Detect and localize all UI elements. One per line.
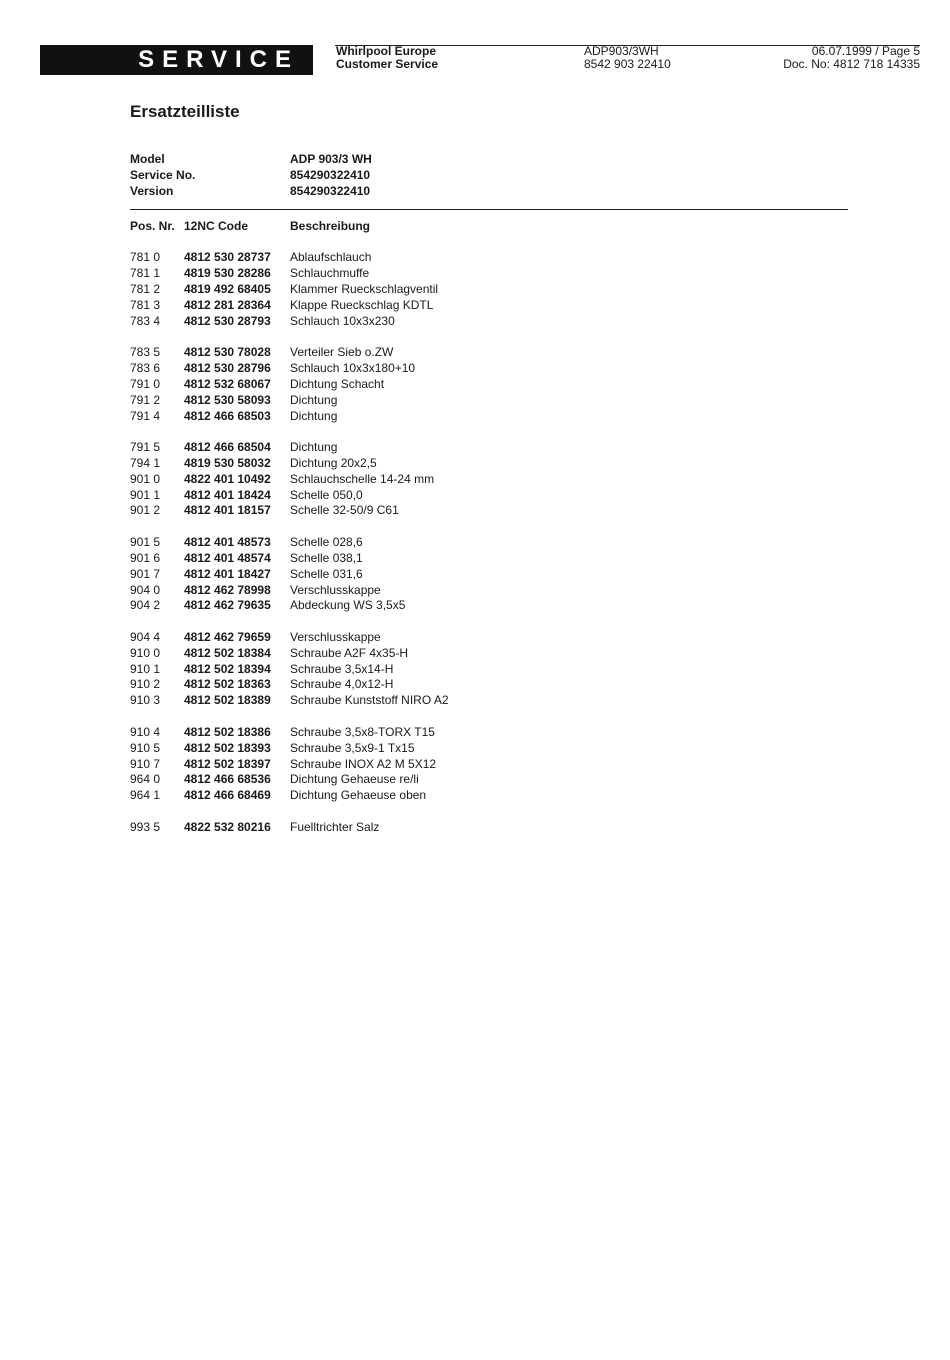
table-row (130, 393, 449, 409)
table-row (130, 551, 449, 567)
table-row (130, 757, 449, 773)
part-description: Verteiler Sieb o.ZW (290, 344, 394, 359)
part-description: Schraube A2F 4x35-H (290, 645, 409, 660)
part-pos: 964 0 (130, 772, 161, 787)
header-model: ADP903/3WH (584, 44, 659, 58)
page-title: Ersatzteilliste (130, 102, 240, 121)
table-header (130, 218, 370, 234)
table-row (130, 646, 449, 662)
part-description: Klappe Rueckschlag KDTL (290, 297, 434, 312)
part-pos: 910 3 (130, 693, 161, 708)
part-pos: 781 2 (130, 281, 161, 296)
table-row (130, 456, 449, 472)
part-description: Fuelltrichter Salz (290, 819, 380, 834)
table-row (130, 345, 449, 361)
part-description: Schraube Kunststoff NIRO A2 (290, 693, 449, 708)
part-pos: 910 0 (130, 645, 161, 660)
part-description: Dichtung (290, 439, 338, 454)
part-description: Schelle 32-50/9 C61 (290, 503, 399, 518)
part-description: Schelle 050,0 (290, 487, 363, 502)
table-row (130, 377, 449, 393)
version-label: Version (130, 184, 174, 198)
part-description: Schraube 3,5x8-TORX T15 (290, 724, 435, 739)
part-pos: 910 7 (130, 756, 161, 771)
part-description: Schlauchmuffe (290, 265, 370, 280)
part-nc-code: 4819 530 28286 (184, 265, 271, 280)
table-row (130, 266, 449, 282)
part-nc-code: 4812 502 18394 (184, 661, 271, 676)
part-pos: 791 0 (130, 376, 161, 391)
part-nc-code: 4812 502 18363 (184, 677, 271, 692)
table-row (130, 725, 449, 741)
part-pos: 910 1 (130, 661, 161, 676)
part-nc-code: 4812 462 78998 (184, 582, 271, 597)
part-description: Verschlusskappe (290, 582, 381, 597)
part-description: Schraube 3,5x9-1 Tx15 (290, 740, 415, 755)
company-department: Customer Service (336, 57, 439, 71)
part-description: Schlauch 10x3x180+10 (290, 360, 416, 375)
part-nc-code: 4812 462 79659 (184, 629, 271, 644)
table-row (130, 250, 449, 266)
table-row (130, 440, 449, 456)
part-description: Klammer Rueckschlagventil (290, 281, 439, 296)
part-nc-code: 4812 530 78028 (184, 344, 271, 359)
table-row (130, 693, 449, 709)
part-pos: 791 4 (130, 408, 161, 423)
part-pos: 904 2 (130, 598, 161, 613)
meta-row-service (130, 167, 372, 183)
part-nc-code: 4812 502 18393 (184, 740, 271, 755)
part-nc-code: 4812 502 18389 (184, 693, 271, 708)
table-row (130, 298, 449, 314)
date-block (783, 45, 920, 71)
part-nc-code: 4812 502 18397 (184, 756, 271, 771)
part-pos: 781 1 (130, 265, 161, 280)
part-description: Dichtung (290, 408, 338, 423)
part-description: Dichtung (290, 392, 338, 407)
table-row (130, 788, 449, 804)
part-pos: 783 5 (130, 344, 161, 359)
part-pos: 910 2 (130, 677, 161, 692)
parts-list (130, 250, 449, 836)
part-nc-code: 4812 401 48573 (184, 534, 271, 549)
table-row (130, 409, 449, 425)
part-description: Dichtung Schacht (290, 376, 385, 391)
model-info (130, 151, 372, 199)
part-nc-code: 4812 502 18386 (184, 724, 271, 739)
meta-row-version (130, 183, 372, 199)
part-nc-code: 4812 462 79635 (184, 598, 271, 613)
part-pos: 901 0 (130, 471, 161, 486)
part-description: Schlauchschelle 14-24 mm (290, 471, 435, 486)
table-row (130, 535, 449, 551)
table-row (130, 282, 449, 298)
part-description: Schlauch 10x3x230 (290, 313, 395, 328)
part-pos: 964 1 (130, 788, 161, 803)
part-nc-code: 4822 532 80216 (184, 819, 271, 834)
part-pos: 901 5 (130, 534, 161, 549)
part-description: Schelle 028,6 (290, 534, 363, 549)
table-row (130, 820, 449, 836)
part-nc-code: 4812 466 68536 (184, 772, 271, 787)
table-rule (130, 209, 848, 210)
part-pos: 901 2 (130, 503, 161, 518)
part-description: Schraube INOX A2 M 5X12 (290, 756, 437, 771)
part-description: Abdeckung WS 3,5x5 (290, 598, 406, 613)
service-value: 854290322410 (290, 168, 371, 182)
part-nc-code: 4812 401 18157 (184, 503, 271, 518)
part-nc-code: 4812 401 18427 (184, 566, 271, 581)
part-nc-code: 4812 466 68503 (184, 408, 271, 423)
part-pos: 910 4 (130, 724, 161, 739)
company-block (336, 45, 438, 71)
part-nc-code: 4812 466 68469 (184, 788, 271, 803)
part-pos: 791 5 (130, 439, 161, 454)
part-nc-code: 4812 466 68504 (184, 439, 271, 454)
part-description: Ablaufschlauch (290, 250, 372, 264)
part-nc-code: 4812 532 68067 (184, 376, 271, 391)
part-pos: 791 2 (130, 392, 161, 407)
part-pos: 781 3 (130, 297, 161, 312)
table-row (130, 598, 449, 614)
header-doc-number: Doc. No: 4812 718 14335 (783, 57, 920, 71)
part-nc-code: 4812 281 28364 (184, 297, 271, 312)
table-row (130, 772, 449, 788)
part-pos: 781 0 (130, 250, 161, 264)
part-description: Schraube 3,5x14-H (290, 661, 394, 676)
table-row (130, 488, 449, 504)
part-description: Dichtung 20x2,5 (290, 455, 377, 470)
part-nc-code: 4812 502 18384 (184, 645, 271, 660)
table-row (130, 677, 449, 693)
part-pos: 993 5 (130, 819, 161, 834)
table-row (130, 503, 449, 519)
part-nc-code: 4812 401 18424 (184, 487, 271, 502)
part-description: Dichtung Gehaeuse re/li (290, 772, 419, 787)
part-pos: 794 1 (130, 455, 161, 470)
table-row (130, 741, 449, 757)
table-row (130, 472, 449, 488)
part-pos: 901 1 (130, 487, 161, 502)
header-date-page: 06.07.1999 / Page 5 (811, 44, 920, 58)
model-label: Model (130, 152, 165, 166)
part-description: Verschlusskappe (290, 629, 381, 644)
version-value: 854290322410 (290, 184, 371, 198)
part-pos: 901 6 (130, 550, 161, 565)
col-pos-header: Pos. Nr. (130, 219, 175, 233)
table-row (130, 314, 449, 330)
part-nc-code: 4812 530 28737 (184, 250, 271, 264)
model-value: ADP 903/3 WH (290, 152, 372, 166)
table-row (130, 567, 449, 583)
table-row (130, 583, 449, 599)
service-label: Service No. (130, 168, 196, 182)
part-nc-code: 4819 492 68405 (184, 281, 271, 296)
part-pos: 783 6 (130, 360, 161, 375)
part-pos: 910 5 (130, 740, 161, 755)
company-name: Whirlpool Europe (336, 44, 436, 58)
service-banner: SERVICE (40, 45, 313, 75)
part-nc-code: 4812 401 48574 (184, 550, 271, 565)
part-pos: 783 4 (130, 313, 161, 328)
part-pos: 904 0 (130, 582, 161, 597)
part-nc-code: 4812 530 28793 (184, 313, 271, 328)
model-block (584, 45, 671, 71)
part-description: Schraube 4,0x12-H (290, 677, 394, 692)
part-description: Schelle 038,1 (290, 550, 363, 565)
part-nc-code: 4819 530 58032 (184, 455, 271, 470)
part-pos: 904 4 (130, 629, 161, 644)
col-nc-header: 12NC Code (184, 219, 249, 233)
part-nc-code: 4812 530 28796 (184, 360, 271, 375)
part-description: Schelle 031,6 (290, 566, 363, 581)
part-pos: 901 7 (130, 566, 161, 581)
header-model-number: 8542 903 22410 (584, 57, 671, 71)
part-nc-code: 4822 401 10492 (184, 471, 271, 486)
table-row (130, 361, 449, 377)
part-nc-code: 4812 530 58093 (184, 392, 271, 407)
meta-row-model (130, 151, 372, 167)
table-row (130, 662, 449, 678)
table-row (130, 630, 449, 646)
col-desc-header: Beschreibung (290, 219, 371, 233)
part-description: Dichtung Gehaeuse oben (290, 788, 427, 803)
